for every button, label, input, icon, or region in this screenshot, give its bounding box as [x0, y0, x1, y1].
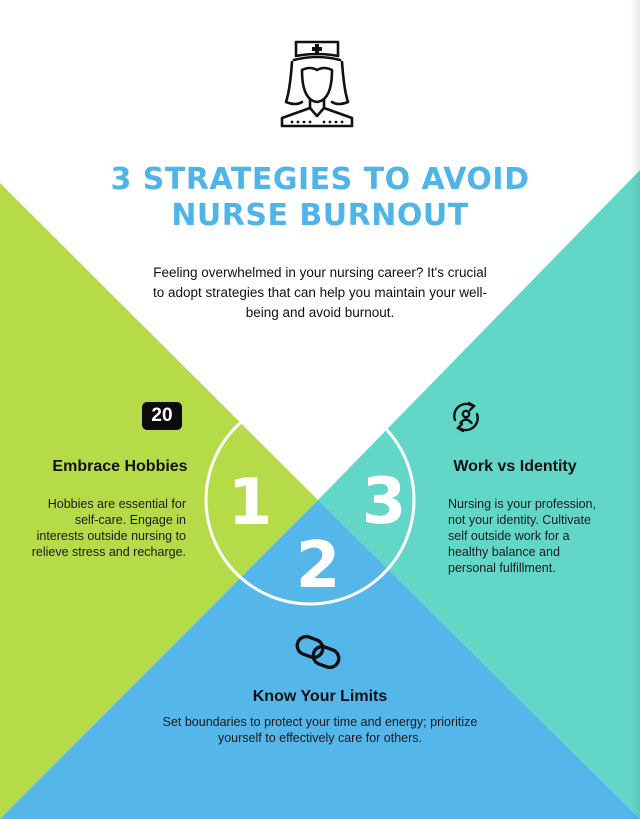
strategy-3-description: Nursing is your profession, not your identity. Cultivate self outside work for a healthy balance and personal fulfillment. — [448, 497, 596, 575]
link-icon — [294, 634, 342, 670]
number-1: 1 — [227, 466, 273, 540]
calendar-20-icon: 20 — [142, 402, 182, 430]
strategy-2-heading: Know Your Limits — [252, 688, 388, 705]
page-title — [40, 162, 600, 234]
page-edge-shadow — [630, 0, 640, 819]
title-line-1: 3 STRATEGIES TO AVOID — [110, 162, 530, 197]
strategy-1-heading: Embrace Hobbies — [52, 458, 188, 475]
number-2: 2 — [295, 529, 341, 603]
nurse-icon — [276, 36, 358, 130]
strategy-1-description: Hobbies are essential for self-care. Engage in interests outside nursing to relieve stress and recharge. — [31, 497, 186, 559]
person-cycle-icon — [449, 400, 483, 434]
number-3: 3 — [361, 465, 407, 539]
intro-text: Feeling overwhelmed in your nursing career? It's crucial to adopt strategies that can help you maintain your well-being and avoid burnout. — [153, 265, 487, 320]
strategy-2-description: Set boundaries to protect your time and energy; prioritize yourself to effectively care for others. — [162, 715, 478, 745]
title-line-2: NURSE BURNOUT — [171, 198, 469, 233]
strategy-3-heading: Work vs Identity — [453, 458, 577, 475]
